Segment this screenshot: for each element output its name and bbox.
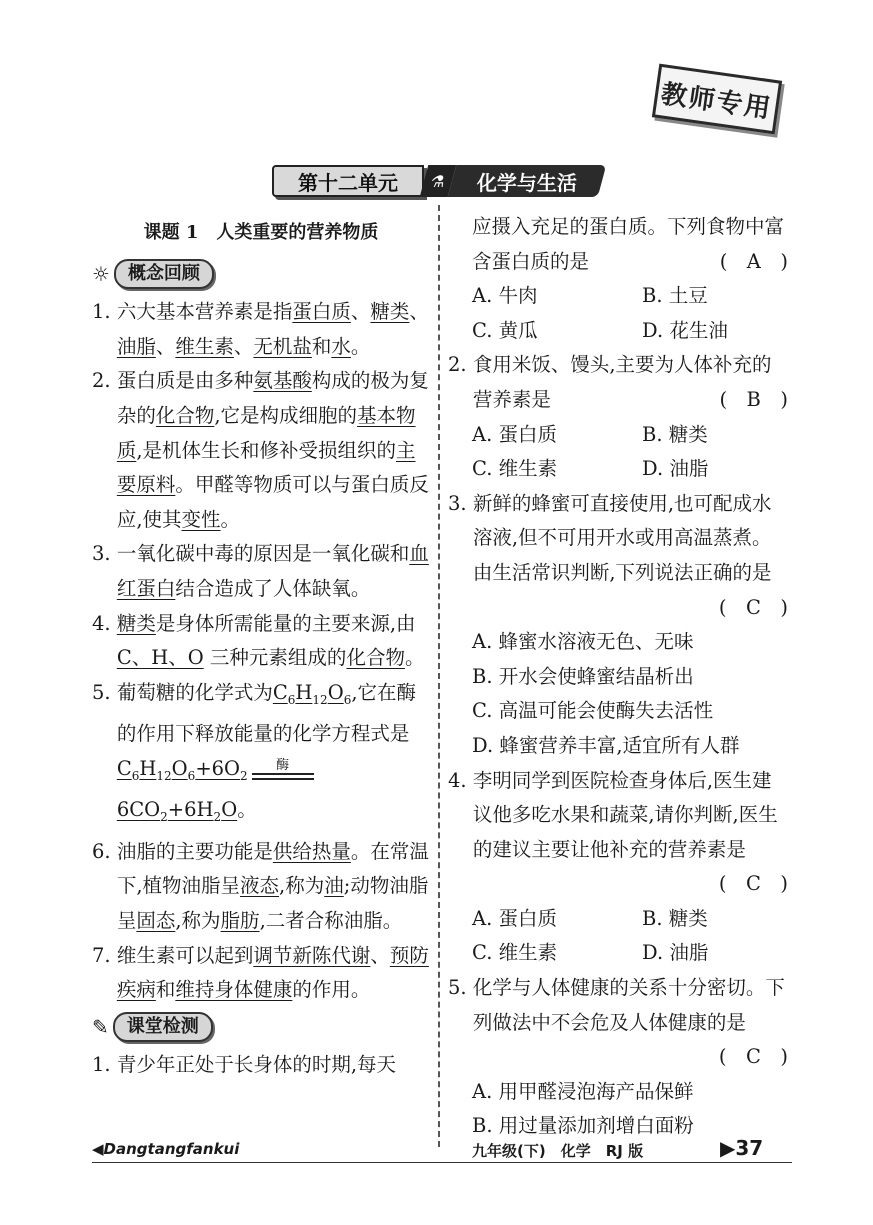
flask-icon: ⚗	[420, 165, 457, 197]
grade-label: 九年级(下) 化学 RJ 版	[472, 1142, 644, 1160]
option: A. 蜂蜜水溶液无色、无味	[472, 630, 694, 654]
option: C. 高温可能会使酶失去活性	[472, 699, 714, 723]
footer-rule	[92, 1162, 792, 1163]
question: 3. 新鲜的蜂蜜可直接使用,也可配成水溶液,但不可用开水或用高温蒸煮。由生活常识判断,下列说法正确的是 ( C )	[448, 491, 788, 619]
page-footer	[92, 1136, 792, 1166]
unit-header	[272, 165, 602, 197]
left-column	[92, 210, 430, 1083]
lesson-title: 课题 1 人类重要的营养物质	[143, 222, 379, 243]
option: D. 蜂蜜营养丰富,适宜所有人群	[472, 733, 740, 757]
question: 2. 食用米饭、馒头,主要为人体补充的营养素是 ( B )	[448, 353, 788, 411]
triangle-left-icon: ◀	[92, 1140, 104, 1158]
list-item: 4. 糖类是身体所需能量的主要来源,由C、H、O 三种元素组成的化合物。	[92, 611, 425, 670]
reaction-arrow: 酶	[252, 759, 314, 780]
option: B. 用过量添加剂增白面粉	[472, 1114, 694, 1138]
pen-icon: ✎	[92, 1014, 109, 1039]
question: 4. 李明同学到医院检查身体后,医生建议他多吃水果和蔬菜,请你判断,医生的建议主要让他补充的营养素是 ( C )	[448, 768, 788, 896]
options: C. 维生素 D. 油脂	[472, 941, 709, 965]
section-concept-review: ☼ 概念回顾	[92, 257, 214, 292]
options: C. 维生素 D. 油脂	[472, 457, 709, 481]
triangle-right-icon: ▶	[720, 1136, 736, 1160]
column-divider	[438, 205, 440, 1147]
page-number: ▶37	[720, 1136, 764, 1160]
option: B. 开水会使蜂蜜结晶析出	[472, 664, 694, 688]
question: 1. 青少年正处于长身体的时期,每天	[92, 1053, 397, 1077]
unit-title: 第十二单元	[272, 165, 424, 197]
option: A. 用甲醛浸泡海产品保鲜	[472, 1079, 694, 1103]
list-item: 5. 葡萄糖的化学式为$C_6H_{12}O_6$,它在酶的作用下释放能量的化学方程式是$C_6H_{12}O_6+6O_2$ 酶 $6CO_2+6H_2O$。	[92, 680, 417, 825]
right-column	[448, 210, 788, 1144]
question: 5. 化学与人体健康的关系十分密切。下列做法中不会危及人体健康的是 ( C )	[448, 976, 788, 1069]
list-item: 2. 蛋白质是由多种氨基酸构成的极为复杂的化合物,它是构成细胞的基本物质,是机体生长和修补受损组织的主要原料。甲醛等物质可以与蛋白质反应,使其变性。	[92, 369, 429, 531]
list-item: 7. 维生素可以起到调节新陈代谢、预防疾病和维持身体健康的作用。	[92, 943, 429, 1002]
options: A. 蛋白质 B. 糖类	[472, 906, 708, 930]
list-item: 6. 油脂的主要功能是供给热量。在常温下,植物油脂呈液态,称为油;动物油脂呈固态,称为脂肪,二者合称油脂。	[92, 839, 429, 932]
brand-label: ◀Dangtangfankui	[92, 1140, 240, 1158]
options: A. 蛋白质 B. 糖类	[472, 422, 708, 446]
lightbulb-icon: ☼	[92, 261, 110, 286]
section-class-test: ✎ 课堂检测	[92, 1010, 213, 1045]
list-item: 3. 一氧化碳中毒的原因是一氧化碳和血红蛋白结合造成了人体缺氧。	[92, 542, 429, 600]
teacher-only-stamp: 教师专用	[652, 64, 782, 135]
options: C. 黄瓜 D. 花生油	[472, 318, 728, 342]
unit-topic: 化学与生活	[448, 165, 607, 197]
list-item: 1. 六大基本营养素是指蛋白质、糖类、油脂、维生素、无机盐和水。	[92, 300, 429, 358]
options: A. 牛肉 B. 土豆	[472, 284, 708, 308]
question-continuation: 应摄入充足的蛋白质。下列食物中富含蛋白质的是 ( A )	[472, 215, 788, 273]
